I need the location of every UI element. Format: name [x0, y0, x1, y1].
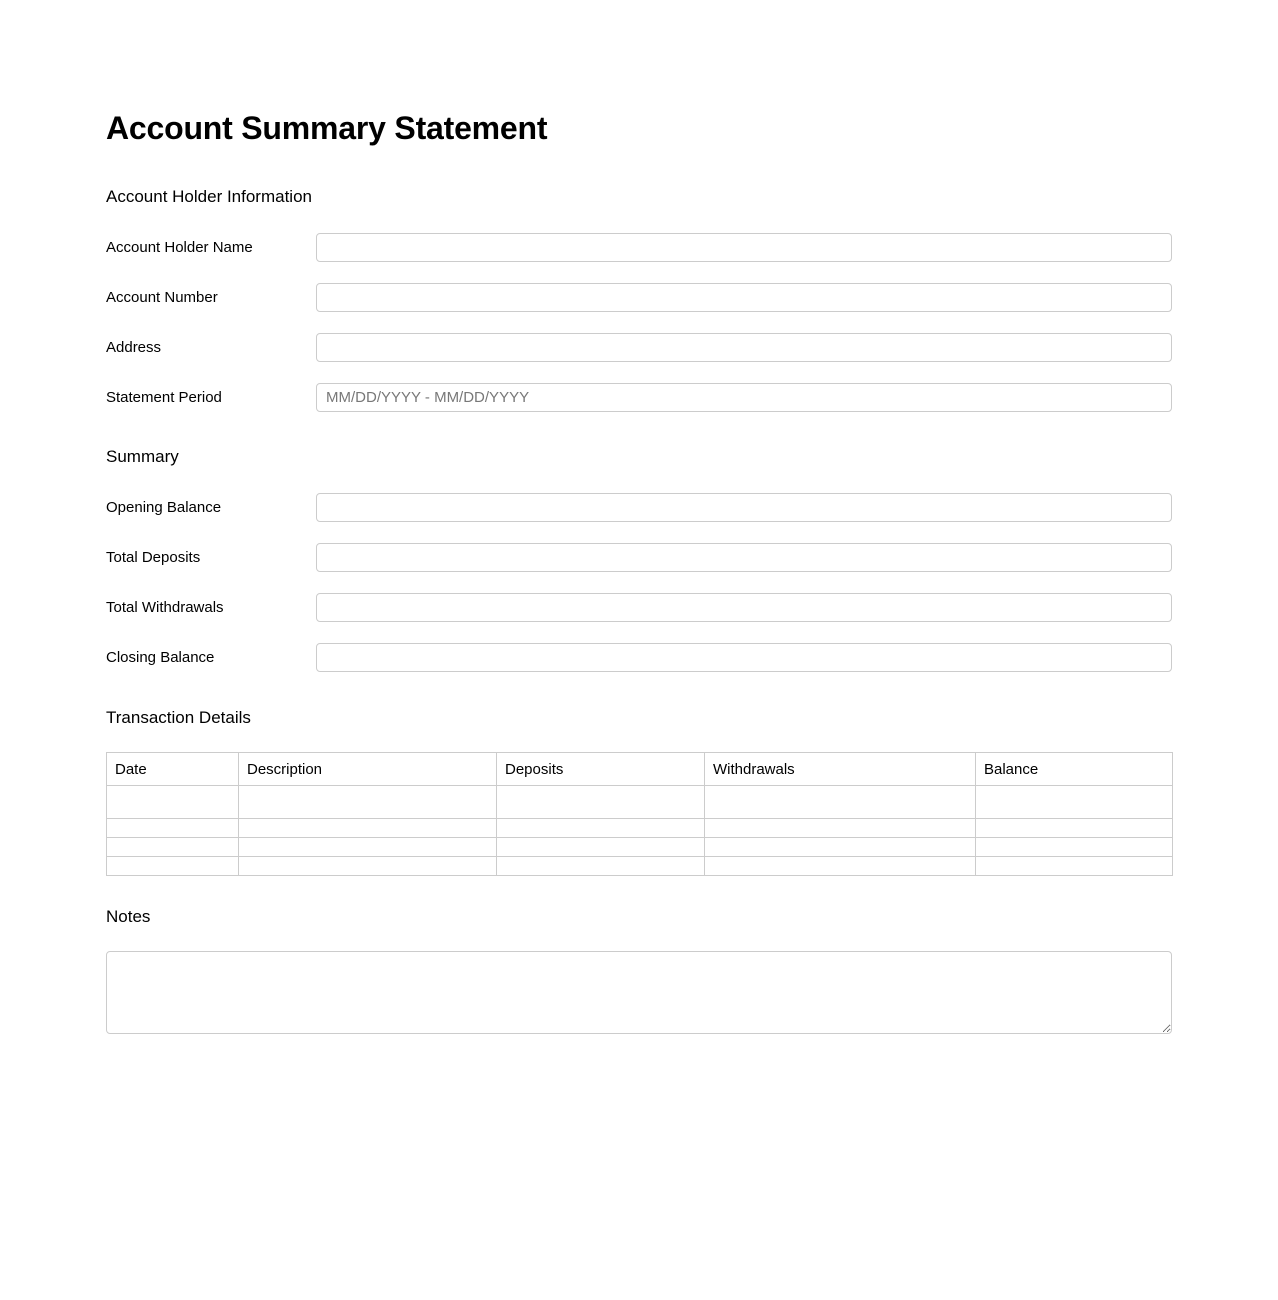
label-total-withdrawals: Total Withdrawals — [106, 598, 224, 616]
section-heading-notes: Notes — [106, 907, 151, 926]
total-withdrawals-input[interactable] — [316, 593, 1172, 622]
label-statement-period: Statement Period — [106, 388, 222, 406]
column-header-deposits: Deposits — [497, 753, 705, 786]
cell-date[interactable] — [107, 819, 239, 838]
label-total-deposits: Total Deposits — [106, 548, 201, 566]
label-account-holder-name: Account Holder Name — [106, 238, 253, 256]
cell-balance[interactable] — [976, 838, 1173, 857]
cell-balance[interactable] — [976, 819, 1173, 838]
field-row-account-holder-name — [106, 233, 1172, 262]
statement-period-input[interactable] — [316, 383, 1172, 412]
table-row[interactable] — [107, 838, 1173, 857]
control-total-deposits — [316, 543, 1172, 572]
table-body — [107, 786, 1173, 876]
table-row[interactable] — [107, 857, 1173, 876]
cell-description[interactable] — [239, 838, 497, 857]
cell-description[interactable] — [239, 857, 497, 876]
label-opening-balance: Opening Balance — [106, 498, 222, 516]
label-closing-balance: Closing Balance — [106, 648, 215, 666]
field-row-account-number — [106, 283, 1172, 312]
field-row-total-deposits — [106, 543, 1172, 572]
control-opening-balance — [316, 493, 1172, 522]
cell-withdrawals[interactable] — [705, 857, 976, 876]
cell-deposits[interactable] — [497, 819, 705, 838]
section-heading-summary: Summary — [106, 447, 179, 466]
page-title: Account Summary Statement — [106, 110, 548, 146]
cell-deposits[interactable] — [497, 838, 705, 857]
cell-withdrawals[interactable] — [705, 786, 976, 819]
field-row-address — [106, 333, 1172, 362]
control-statement-period — [316, 383, 1172, 412]
total-deposits-input[interactable] — [316, 543, 1172, 572]
cell-deposits[interactable] — [497, 786, 705, 819]
label-address: Address — [106, 338, 162, 356]
cell-deposits[interactable] — [497, 857, 705, 876]
field-row-opening-balance — [106, 493, 1172, 522]
field-row-statement-period — [106, 383, 1172, 412]
column-header-withdrawals: Withdrawals — [705, 753, 976, 786]
cell-balance[interactable] — [976, 857, 1173, 876]
column-header-description: Description — [239, 753, 497, 786]
notes-textarea[interactable] — [106, 951, 1172, 1034]
table-header-row — [107, 753, 1173, 786]
table-header — [107, 753, 1173, 786]
cell-date[interactable] — [107, 857, 239, 876]
table-row[interactable] — [107, 786, 1173, 819]
cell-description[interactable] — [239, 786, 497, 819]
cell-date[interactable] — [107, 838, 239, 857]
section-heading-account-holder: Account Holder Information — [106, 187, 312, 206]
control-closing-balance — [316, 643, 1172, 672]
table-row[interactable] — [107, 819, 1173, 838]
account-number-input[interactable] — [316, 283, 1172, 312]
field-row-closing-balance — [106, 643, 1172, 672]
control-address — [316, 333, 1172, 362]
section-heading-transaction-details: Transaction Details — [106, 708, 251, 727]
label-account-number: Account Number — [106, 288, 218, 306]
address-input[interactable] — [316, 333, 1172, 362]
account-holder-name-input[interactable] — [316, 233, 1172, 262]
column-header-date: Date — [107, 753, 239, 786]
opening-balance-input[interactable] — [316, 493, 1172, 522]
cell-withdrawals[interactable] — [705, 819, 976, 838]
control-total-withdrawals — [316, 593, 1172, 622]
control-account-holder-name — [316, 233, 1172, 262]
field-row-total-withdrawals — [106, 593, 1172, 622]
cell-withdrawals[interactable] — [705, 838, 976, 857]
cell-description[interactable] — [239, 819, 497, 838]
cell-date[interactable] — [107, 786, 239, 819]
cell-balance[interactable] — [976, 786, 1173, 819]
control-account-number — [316, 283, 1172, 312]
statement-form — [106, 0, 1172, 1034]
transaction-details-table — [106, 752, 1173, 876]
closing-balance-input[interactable] — [316, 643, 1172, 672]
column-header-balance: Balance — [976, 753, 1173, 786]
